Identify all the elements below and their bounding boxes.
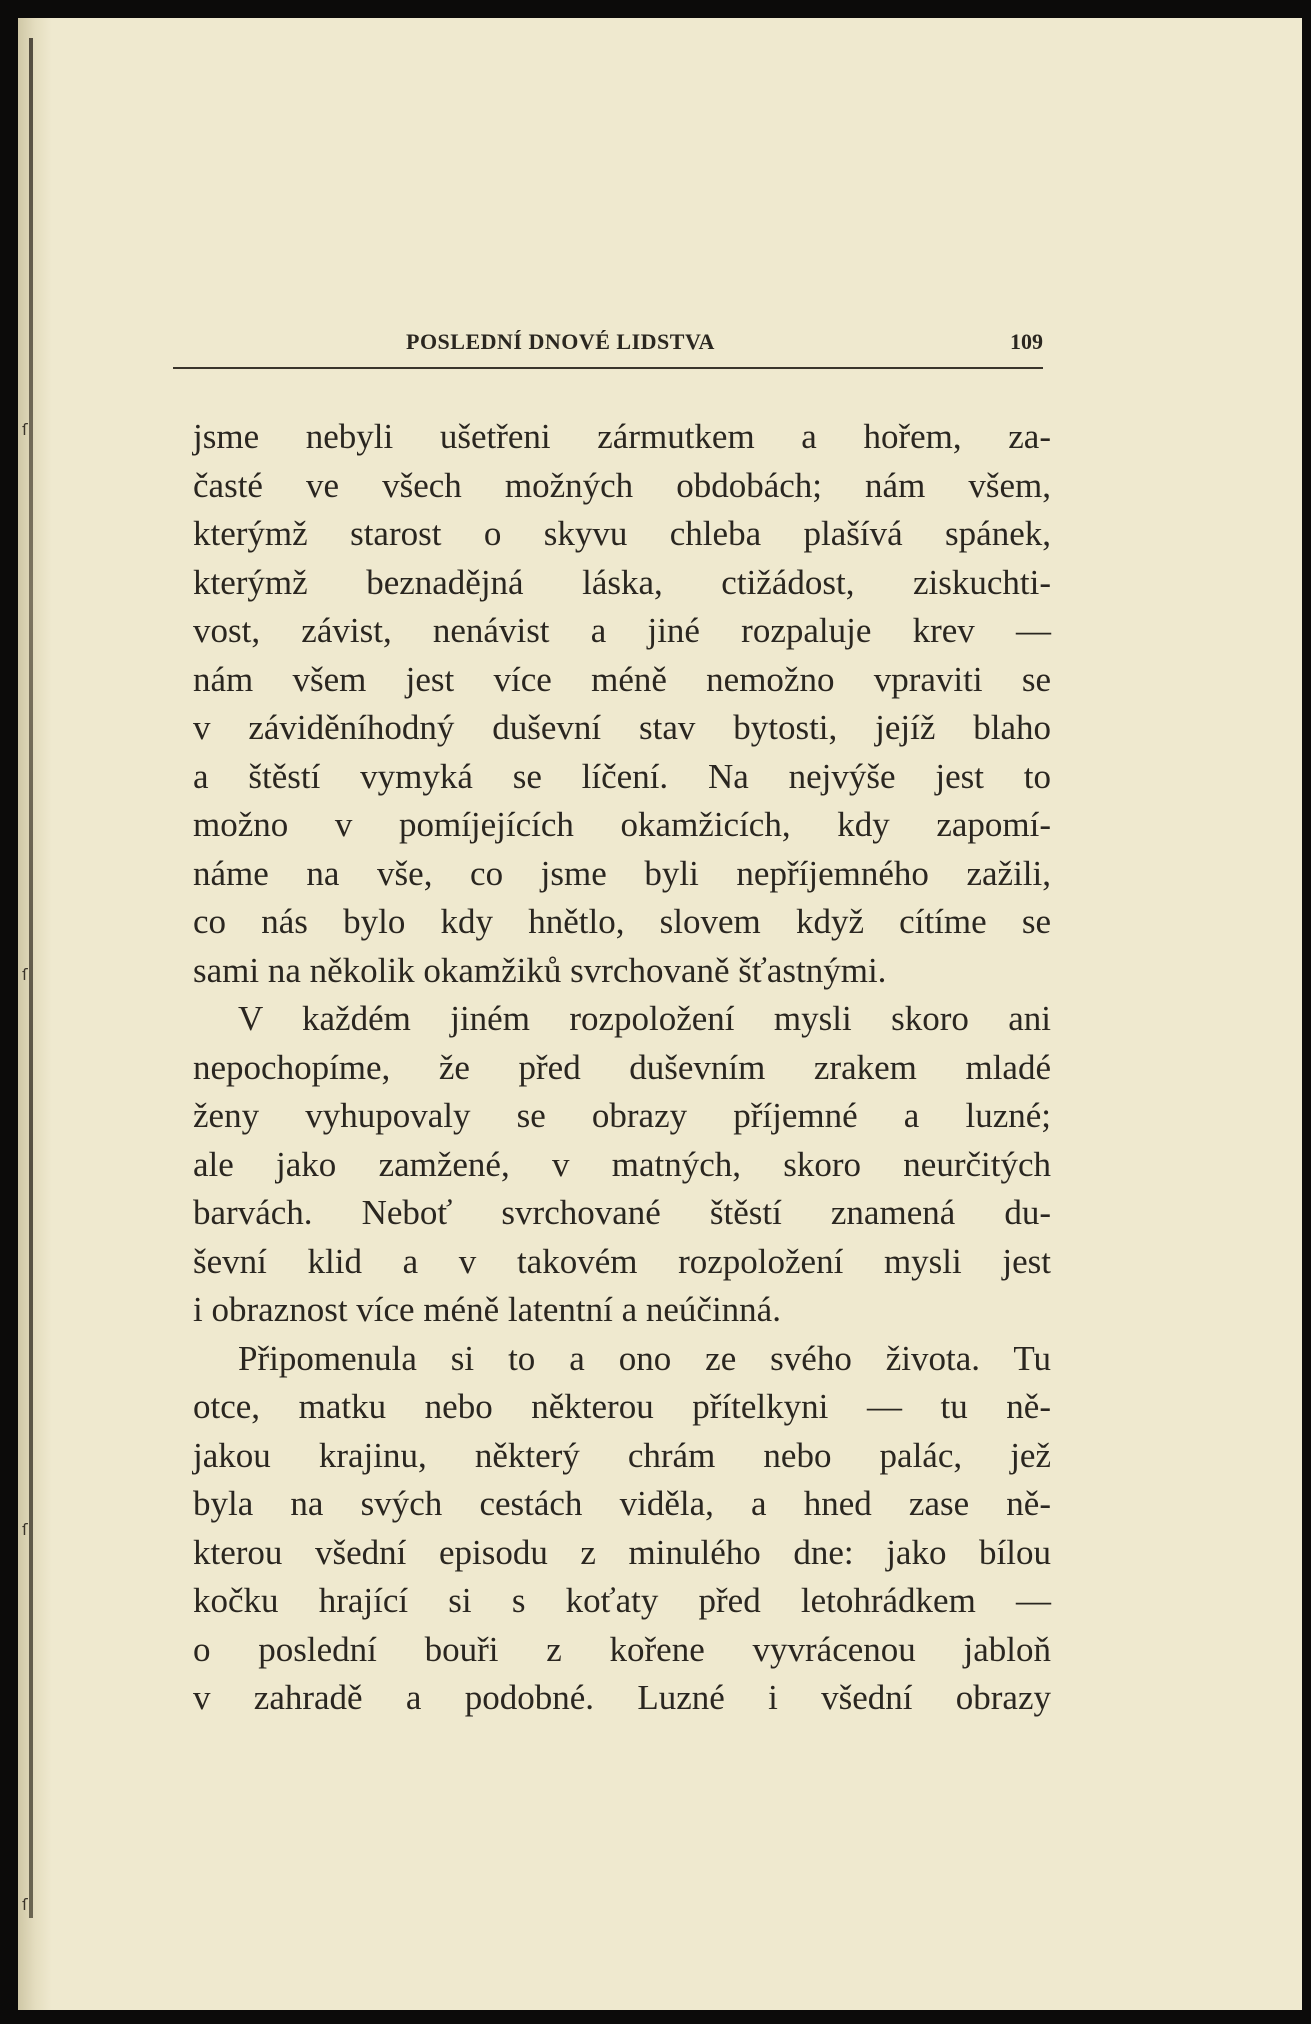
paragraph-first-line: V každém jiném rozpoložení mysli skoro ani	[238, 999, 1051, 1038]
page-number: 109	[1010, 329, 1043, 354]
text-line: o poslední bouři z kořene vyvrácenou jabloň	[193, 1629, 1051, 1669]
text-line: časté ve všech možných obdobách; nám všem,	[193, 465, 1051, 505]
text-line: jakou krajinu, některý chrám nebo palác, jež	[193, 1435, 1051, 1475]
text-line: co nás bylo kdy hnětlo, slovem když cítíme se	[193, 902, 1051, 941]
text-line: kterýmž beznadějná láska, ctižádost, ziskuchti-	[193, 562, 1051, 602]
edge-tick: ſ	[22, 1895, 28, 1914]
edge-tick: ſ	[22, 420, 28, 439]
text-line: vost, závist, nenávist a jiné rozpaluje krev —	[193, 611, 1051, 650]
book-page	[18, 18, 1302, 2010]
text-line: otce, matku nebo některou přítelkyni — tu ně-	[193, 1387, 1051, 1426]
text-line: kterýmž starost o skyvu chleba plašívá spánek,	[193, 514, 1051, 553]
text-line: nám všem jest více méně nemožno vpraviti se	[193, 659, 1051, 699]
text-line: a štěstí vymyká se líčení. Na nejvýše jest to	[193, 756, 1051, 796]
running-head	[173, 321, 1043, 361]
text-line: ženy vyhupovaly se obrazy příjemné a luzné;	[193, 1096, 1051, 1135]
text-line: v záviděníhodný duševní stav bytosti, jejíž blaho	[193, 708, 1051, 747]
header-rule	[173, 367, 1043, 369]
paragraph-first-line: Připomenula si to a ono ze svého života. Tu	[238, 1338, 1051, 1378]
page-gutter	[18, 18, 52, 2010]
text-line: možno v pomíjejících okamžicích, kdy zapomí-	[193, 805, 1051, 844]
text-line: kterou všední episodu z minulého dne: jako bílou	[193, 1532, 1051, 1572]
text-line: kočku hrající si s koťaty před letohrádkem —	[193, 1581, 1051, 1620]
text-line: byla na svých cestách viděla, a hned zase ně-	[193, 1484, 1051, 1523]
running-head-title: POSLEDNÍ DNOVÉ LIDSTVA	[406, 329, 715, 354]
body-text	[193, 413, 1051, 1723]
text-line: v zahradě a podobné. Luzné i všední obrazy	[193, 1678, 1051, 1717]
text-line: ale jako zamžené, v matných, skoro neurčitých	[193, 1144, 1051, 1184]
edge-tick: ſ	[22, 1520, 28, 1539]
text-line: náme na vše, co jsme byli nepříjemného zažili,	[193, 853, 1051, 893]
text-line: jsme nebyli ušetřeni zármutkem a hořem, za-	[193, 417, 1051, 456]
text-line: nepochopíme, že před duševním zrakem mladé	[193, 1047, 1051, 1087]
text-line: ševní klid a v takovém rozpoložení mysli jest	[193, 1241, 1051, 1281]
edge-tick: ſ	[22, 965, 28, 984]
text-line: barvách. Neboť svrchované štěstí znamená du-	[193, 1193, 1051, 1232]
text-line: i obraznost více méně latentní a neúčinná.	[193, 1290, 781, 1329]
text-line: sami na několik okamžiků svrchovaně šťastnými.	[193, 950, 887, 990]
